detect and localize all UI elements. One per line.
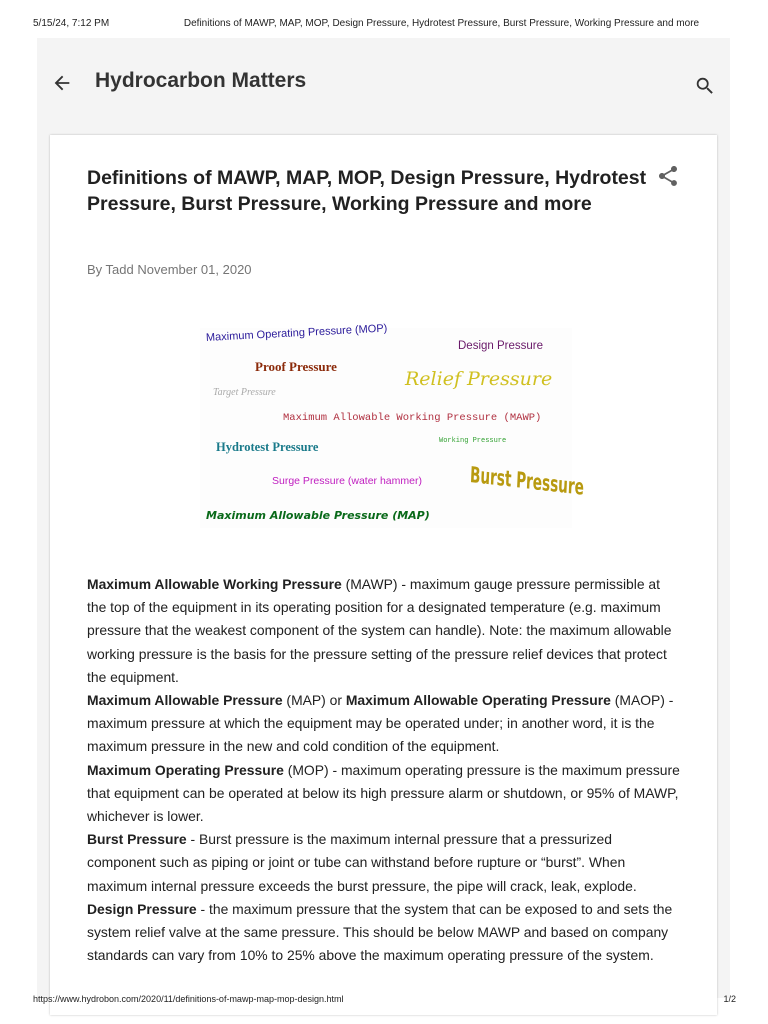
cloud-word: Hydrotest Pressure: [216, 440, 319, 454]
post-title: Definitions of MAWP, MAP, MOP, Design Pressure, Hydrotest Pressure, Burst Pressure, Working Pressure and more: [87, 167, 647, 215]
definition-text: - the maximum pressure that the system that can be exposed to and sets the system relief valve at the same pressure. This should be below MAWP and based on company standards can vary from 10% to 25% above the maximum operating pressure of the system.: [87, 900, 673, 964]
arrow-left-icon: [51, 72, 73, 94]
definition-text: - Burst pressure is the maximum internal pressure that a pressurized component such as piping or joint or tube can withstand before rupture or “burst”. When maximum internal pressure exceeds the burst pressure, the pipe will crack, leak, explode.: [87, 831, 637, 894]
cloud-word: Target Pressure: [213, 387, 276, 398]
cloud-word: Design Pressure: [458, 340, 544, 352]
post-body: [87, 573, 682, 967]
share-button[interactable]: [656, 164, 680, 188]
term: Maximum Allowable Operating Pressure: [345, 692, 611, 709]
term: Maximum Operating Pressure: [87, 761, 284, 778]
cloud-word: Proof Pressure: [255, 359, 337, 374]
cloud-word: Maximum Allowable Pressure (MAP): [206, 509, 430, 522]
term: Maximum Allowable Working Pressure: [87, 576, 342, 592]
site-title[interactable]: Hydrocarbon Matters: [95, 69, 307, 92]
definition-mop: [87, 759, 682, 829]
search-button[interactable]: [694, 75, 716, 97]
definition-burst: [87, 828, 682, 898]
definition-mawp: [87, 573, 682, 689]
definition-design: [87, 898, 682, 968]
definition-text: (MAWP) - maximum gauge pressure permissible at the top of the equipment in its operating position for a designated temperature (e.g. maximum pressure that the weakest component of the system can handle). Note: the maximum allowable working pressure is the basis for the pressure setting of the pressure relief devices that protect the equipment.: [87, 576, 672, 685]
print-date: 5/15/24, 7:12 PM: [33, 18, 110, 29]
term: Burst Pressure: [87, 831, 187, 848]
definition-text: (MAOP) - maximum pressure at which the equipment may be operated under; in another word, it is the maximum pressure in the new and cold condition of the equipment.: [87, 692, 674, 755]
pressure-word-cloud: [200, 322, 585, 528]
term: Design Pressure: [87, 900, 197, 917]
print-title: Definitions of MAWP, MAP, MOP, Design Pressure, Hydrotest Pressure, Burst Pressure, Working Pressure and more: [183, 18, 700, 29]
definition-connector: (MAP) or: [282, 692, 346, 709]
cloud-word: Maximum Operating Pressure (MOP): [205, 322, 388, 344]
app-bar: [37, 38, 730, 133]
print-footer: [0, 994, 768, 1008]
definition-text: (MOP) - maximum operating pressure is the maximum pressure that equipment can be operated at below its high pressure alarm or shutdown, or 95% of MAWP, whichever is lower.: [87, 761, 680, 825]
cloud-word: Relief Pressure: [405, 368, 553, 390]
cloud-word: Working Pressure: [439, 437, 507, 445]
print-url: https://www.hydrobon.com/2020/11/definitions-of-mawp-map-mop-design.html: [33, 994, 344, 1004]
back-button[interactable]: [51, 72, 73, 94]
print-header: [0, 18, 768, 32]
cloud-word: Surge Pressure (water hammer): [272, 475, 422, 487]
post-card: [50, 135, 717, 1015]
search-icon: [694, 75, 716, 97]
cloud-word: Burst Pressure: [469, 463, 585, 501]
definition-map: [87, 689, 682, 759]
cloud-word: Maximum Allowable Working Pressure (MAWP): [283, 412, 542, 424]
post-byline: By Tadd November 01, 2020: [87, 262, 252, 277]
term: Maximum Allowable Pressure: [87, 692, 283, 709]
share-icon: [656, 164, 680, 188]
print-page-number: 1/2: [723, 994, 736, 1004]
